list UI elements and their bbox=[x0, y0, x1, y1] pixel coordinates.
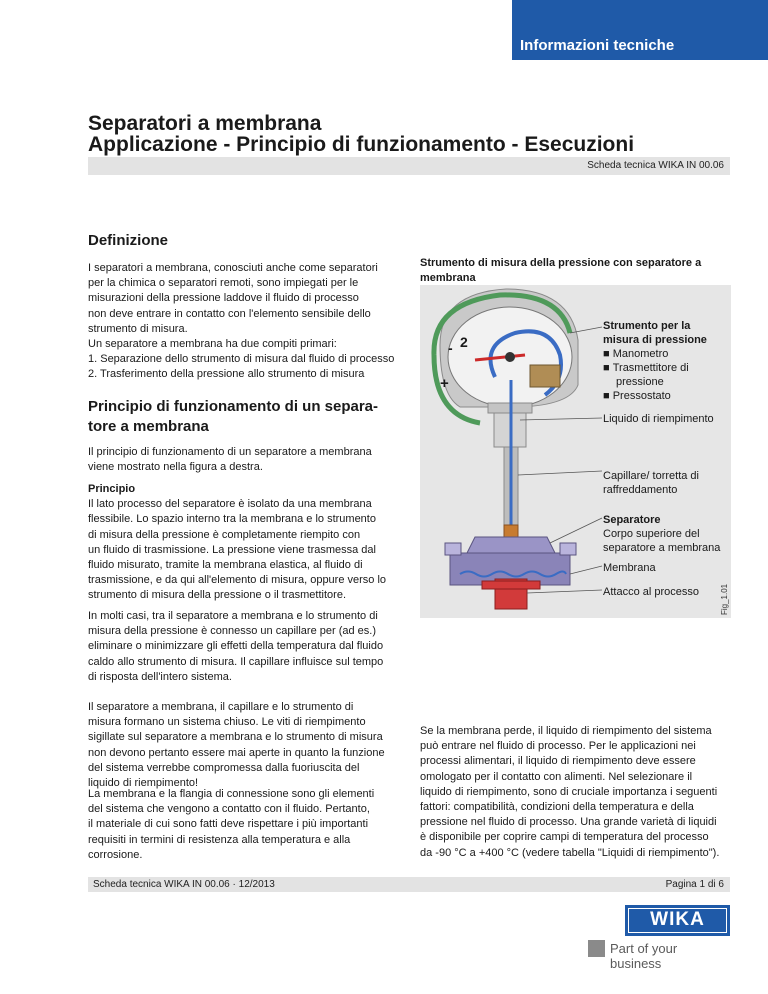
capillary-line: misura della pressione è connesso un capillare per (ad es.) bbox=[88, 625, 376, 638]
figure-diaphragm-seal bbox=[420, 285, 731, 618]
fill-liquid-line: pressione nel fluido di processo. Una grande varietà di liquidi bbox=[420, 816, 717, 829]
principle-heading bbox=[88, 397, 406, 437]
bullet-label: Pressostato bbox=[612, 390, 671, 402]
principle-heading-line1: Principio di funzionamento di un separa- bbox=[88, 398, 379, 415]
label-capillary-line1: Capillare/ torretta di bbox=[603, 470, 699, 482]
capillary-line: In molti casi, tra il separatore a membrana e lo strumento di bbox=[88, 610, 378, 622]
principio-line: trasmissione, e da qui all'elemento di misura, oppure verso lo bbox=[88, 574, 387, 587]
square-bullet-icon: ■ bbox=[603, 362, 610, 374]
principle-intro bbox=[88, 445, 418, 475]
closed-system-line: Il separatore a membrana, il capillare e lo strumento di bbox=[88, 701, 354, 713]
fill-liquid-line: da -90 °C a +400 °C (vedere tabella "Liquidi di riempimento"). bbox=[420, 846, 720, 859]
square-bullet-icon: ■ bbox=[603, 390, 610, 402]
page-title bbox=[88, 113, 634, 155]
label-membrane: Membrana bbox=[603, 562, 656, 574]
label-separator-line1: Corpo superiore del bbox=[603, 528, 700, 540]
bullet-label: Trasmettitore di bbox=[612, 362, 689, 374]
tagline-square-icon bbox=[588, 940, 605, 957]
definition-text bbox=[88, 261, 406, 383]
dial-number-2: 2 bbox=[460, 334, 468, 350]
definition-line: non deve entrare in contatto con l'elemento sensibile dello bbox=[88, 307, 371, 320]
principio-subheading: Principio bbox=[88, 483, 136, 495]
dial-plus-sign: + bbox=[440, 375, 449, 392]
capillary-line: di risposta dell'intero sistema. bbox=[88, 670, 232, 683]
capillary-line: caldo allo strumento di misura. Il capillare influisce sul tempo bbox=[88, 655, 384, 668]
closed-system-line: non devono pertanto essere mai aperte in quanto la funzione bbox=[88, 746, 385, 759]
page-title-line1: Separatori a membrana bbox=[88, 112, 322, 135]
materials-line: La membrana e la flangia di connessione sono gli elementi bbox=[88, 788, 375, 800]
bullet-pressostato bbox=[603, 389, 671, 403]
principio-line: un fluido di trasmissione. La pressione viene trasmessa dal bbox=[88, 543, 376, 556]
capillary-paragraph bbox=[88, 609, 418, 685]
bullet-trasmettitore bbox=[603, 361, 689, 375]
header-tab-label: Informazioni tecniche bbox=[520, 37, 675, 54]
principio-line: di misura della pressione è completamente riempito con bbox=[88, 528, 361, 541]
figure-caption-line1: Strumento di misura della pressione con separatore a bbox=[420, 257, 702, 269]
figure-caption-line2: membrana bbox=[420, 272, 476, 285]
principio-line: flessibile. Lo spazio interno tra la membrana e lo strumento bbox=[88, 513, 376, 526]
label-fill-liquid: Liquido di riempimento bbox=[603, 413, 714, 425]
capillary-line: eliminare o minimizzare gli effetti della temperatura dal fluido bbox=[88, 640, 384, 653]
definition-line: I separatori a membrana, conosciuti anche come separatori bbox=[88, 262, 378, 274]
principio-line: strumento di misura della pressione o il trasmettitore. bbox=[88, 589, 346, 602]
logo-text: WIKA bbox=[650, 909, 705, 930]
closed-system-line: liquido di riempimento! bbox=[88, 777, 199, 790]
wika-logo bbox=[625, 905, 730, 936]
label-capillary-line2: raffreddamento bbox=[603, 484, 678, 496]
figure-number: Fig_1.01 bbox=[720, 583, 729, 615]
header-tab bbox=[512, 0, 768, 60]
definition-line: per la chimica o separatori remoti, sono impiegati per le bbox=[88, 277, 359, 290]
principio-block bbox=[88, 482, 418, 604]
fill-liquid-line: è disponibile per coprire campi di temperatura del processo bbox=[420, 831, 709, 844]
materials-line: il materiale di cui sono fatti deve rispettare i più importanti bbox=[88, 818, 369, 831]
fill-liquid-line: processi alimentari, il liquido di riempimento deve essere bbox=[420, 755, 696, 768]
fill-liquid-line: omologato per il contatto con alimenti. Nel selezionare il bbox=[420, 770, 693, 783]
bullet-label: Manometro bbox=[612, 348, 669, 360]
label-instrument-line2: misura di pressione bbox=[603, 334, 707, 346]
definition-line: misurazioni della pressione laddove il fluido di processo bbox=[88, 292, 359, 305]
definition-line: strumento di misura. bbox=[88, 322, 188, 335]
square-bullet-icon: ■ bbox=[603, 348, 610, 360]
page-title-line2: Applicazione - Principio di funzionamento - Esecuzioni bbox=[88, 133, 635, 156]
definition-line: Un separatore a membrana ha due compiti primari: bbox=[88, 338, 337, 351]
definition-heading: Definizione bbox=[88, 232, 169, 249]
fill-liquid-line: Se la membrana perde, il liquido di riempimento del sistema bbox=[420, 725, 712, 737]
fill-liquid-line: può entrare nel fluido di processo. Per le applicazioni nei bbox=[420, 740, 696, 753]
bullet-pressione: pressione bbox=[616, 376, 664, 388]
label-separator-line2: separatore a membrana bbox=[603, 542, 721, 554]
principle-intro-line: Il principio di funzionamento di un separatore a membrana bbox=[88, 446, 372, 458]
definition-line: 1. Separazione dello strumento di misura dal fluido di processo bbox=[88, 353, 395, 366]
dial-minus-sign: - bbox=[448, 340, 453, 356]
closed-system-paragraph bbox=[88, 700, 418, 791]
closed-system-line: sigillate sul separatore a membrana e lo strumento di misura bbox=[88, 731, 383, 744]
datasheet-ref-bar bbox=[88, 157, 730, 175]
label-process-connection: Attacco al processo bbox=[603, 586, 699, 598]
principio-line: fluido misurato, tramite la membrana elastica, al fluido di bbox=[88, 559, 363, 572]
closed-system-line: misura formano un sistema chiuso. Le viti di riempimento bbox=[88, 716, 366, 729]
materials-line: corrosione. bbox=[88, 848, 143, 861]
fill-liquid-paragraph bbox=[420, 724, 730, 861]
principle-heading-line2: tore a membrana bbox=[88, 418, 209, 435]
label-separator: Separatore bbox=[603, 514, 661, 526]
materials-line: requisiti in termini di resistenza alla temperatura e alla bbox=[88, 833, 351, 846]
fill-liquid-line: liquido di riempimento, sono di cruciale importanza i seguenti bbox=[420, 785, 718, 798]
principle-intro-line: viene mostrato nella figura a destra. bbox=[88, 461, 263, 474]
footer-bar bbox=[88, 877, 730, 892]
figure-caption bbox=[420, 256, 730, 286]
tagline-text: Part of your business bbox=[610, 941, 678, 971]
closed-system-line: del sistema verrebbe compromessa dalla fuoriuscita del bbox=[88, 761, 360, 774]
principio-line: Il lato processo del separatore è isolato da una membrana bbox=[88, 498, 372, 511]
footer-page-number: Pagina 1 di 6 bbox=[665, 879, 724, 890]
definition-line: 2. Trasferimento della pressione allo strumento di misura bbox=[88, 368, 365, 381]
datasheet-ref: Scheda tecnica WIKA IN 00.06 bbox=[587, 160, 724, 171]
bullet-manometro bbox=[603, 347, 668, 361]
label-instrument-line1: Strumento per la bbox=[603, 320, 691, 332]
tagline bbox=[588, 940, 730, 971]
materials-paragraph bbox=[88, 787, 418, 863]
materials-line: del sistema che vengono a contatto con il fluido. Pertanto, bbox=[88, 803, 370, 816]
footer-datasheet: Scheda tecnica WIKA IN 00.06 · 12/2013 bbox=[93, 879, 275, 890]
fill-liquid-line: fattori: compatibilità, condizioni della temperatura e della bbox=[420, 801, 694, 814]
